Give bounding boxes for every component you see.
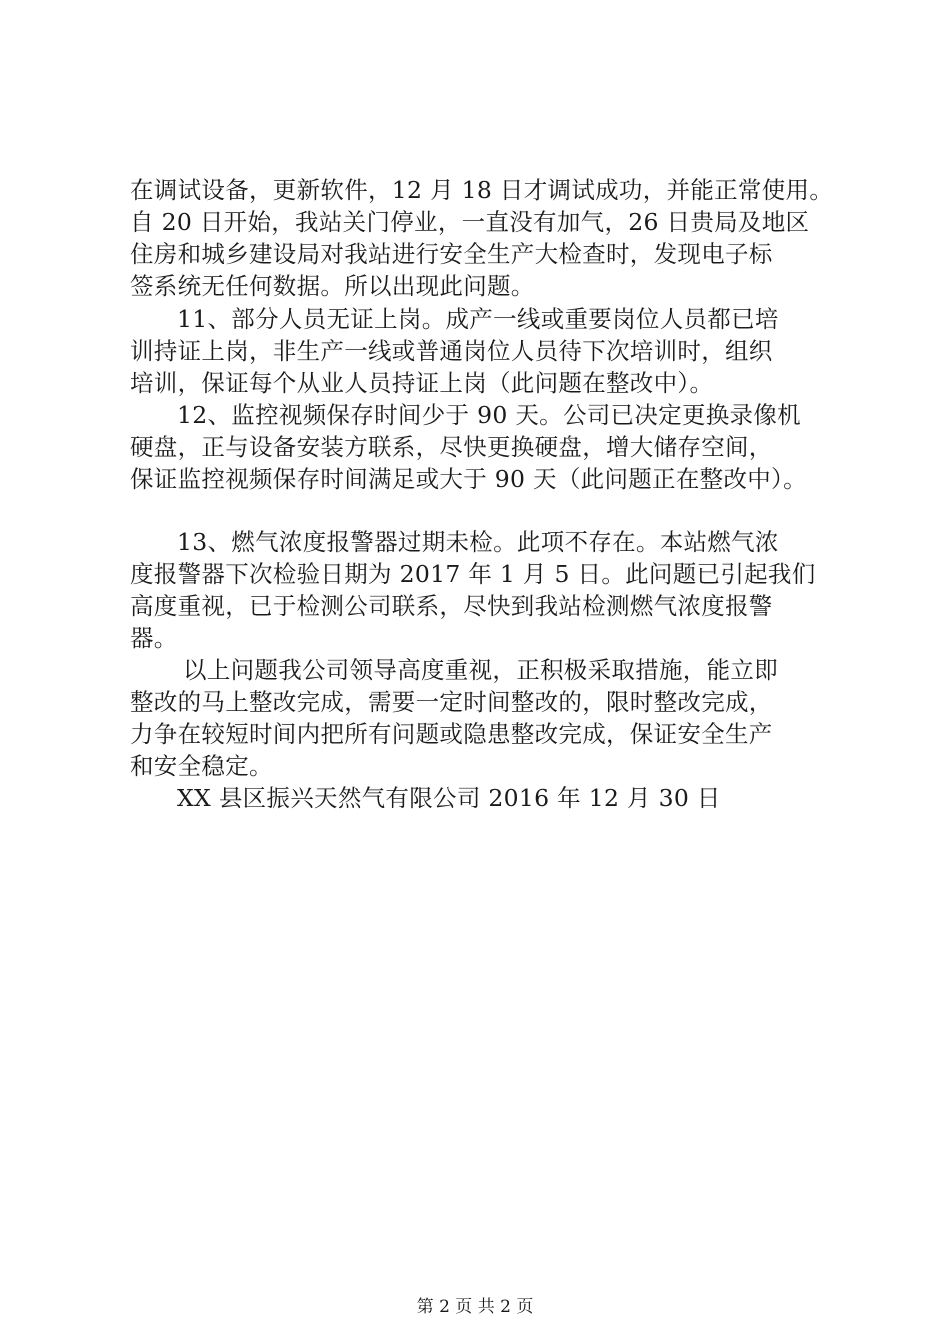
paragraph-line: 培训，保证每个从业人员持证上岗（此问题在整改中）。	[130, 369, 714, 397]
paragraph-line: 度报警器下次检验日期为 2017 年 1 月 5 日。此问题已引起我们	[130, 560, 816, 588]
paragraph-line: 器。	[130, 624, 178, 652]
paragraph-line: 在调试设备，更新软件，12 月 18 日才调试成功，并能正常使用。	[130, 176, 834, 204]
paragraph-line: 力争在较短时间内把所有问题或隐患整改完成，保证安全生产	[130, 720, 773, 748]
paragraph-line: 签系统无任何数据。所以出现此问题。	[130, 272, 535, 300]
paragraph-line: 12、监控视频保存时间少于 90 天。公司已决定更换录像机	[177, 401, 801, 429]
paragraph-line: 训持证上岗，非生产一线或普通岗位人员待下次培训时，组织	[130, 337, 773, 365]
paragraph-line: 自 20 日开始，我站关门停业，一直没有加气，26 日贵局及地区	[130, 208, 810, 236]
paragraph-line: 13、燃气浓度报警器过期未检。此项不存在。本站燃气浓	[177, 528, 779, 556]
paragraph-line: 整改的马上整改完成，需要一定时间整改的，限时整改完成，	[130, 688, 773, 716]
paragraph-line: 11、部分人员无证上岗。成产一线或重要岗位人员都已培	[177, 305, 779, 333]
paragraph-line: 住房和城乡建设局对我站进行安全生产大检查时，发现电子标	[130, 240, 773, 268]
signature-line: XX 县区振兴天然气有限公司 2016 年 12 月 30 日	[177, 784, 721, 812]
paragraph-line: 以上问题我公司领导高度重视，正积极采取措施，能立即	[183, 656, 778, 684]
paragraph-line: 保证监控视频保存时间满足或大于 90 天（此问题正在整改中）。	[130, 465, 807, 493]
paragraph-line: 和安全稳定。	[130, 752, 273, 780]
page-number: 第 2 页 共 2 页	[416, 1297, 534, 1317]
paragraph-line: 硬盘，正与设备安装方联系，尽快更换硬盘，增大储存空间，	[130, 433, 773, 461]
paragraph-line: 高度重视，已于检测公司联系，尽快到我站检测燃气浓度报警	[130, 592, 773, 620]
